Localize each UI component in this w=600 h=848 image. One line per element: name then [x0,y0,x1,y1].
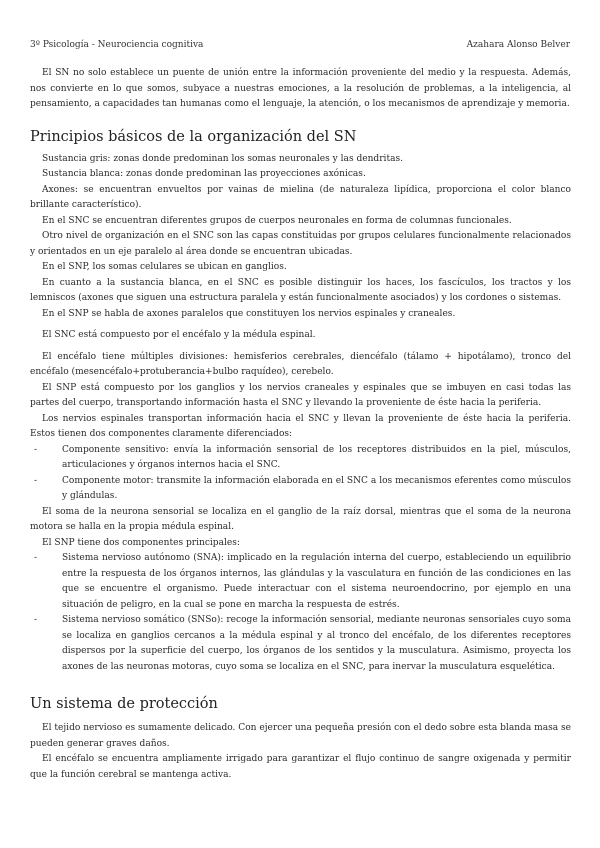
paragraph: Sustancia blanca: zonas donde predominan las proyecciones axónicas. [42,169,366,179]
list-item-text: Sistema nervioso somático (SNSo): recoge la información sensorial, mediante neuronas sensoriales cuyo soma se localiza en ganglios cercanos a la médula espinal y al tronco del encéfalo, de los diferentes receptores dispersos por la superficie del cuerpo, los órganos de los sentidos y la musculatura. Asimismo, proyecta los axones de las neuronas motoras, cuyo soma se localiza en el SNC, para inervar la musculatura esquelética. [62,615,571,672]
paragraph: Otro nivel de organización en el SNC son las capas constituidas por grupos celulares funcionalmente relacionados y orientados en un eje paralelo al área donde se encuentran ubicadas. [30,231,571,257]
dash-bullet: - [34,553,38,563]
page-header [30,40,570,50]
paragraph: Sustancia gris: zonas donde predominan los somas neuronales y las dendritas. [42,153,403,164]
intro-paragraph: El SN no solo establece un puente de unión entre la información proveniente del medio y la respuesta. Además, nos convierte en lo que somos, subyace a nuestras emociones, a la resolución de problemas, a la inteligencia, al pensamiento, a capacidades tan humanas como el lenguaje, la atención, o los mecanismos de aprendizaje y memoria. [30,68,571,109]
list-item [30,613,571,675]
section-title-principios: Principios básicos de la organización del SN [30,128,357,145]
paragraph: Axones: se encuentran envueltos por vainas de mielina (de naturaleza lipídica, proporciona el color blanco brillante característico). [30,184,571,210]
paragraph: El soma de la neurona sensorial se localiza en el ganglio de la raíz dorsal, mientras que el soma de la neurona motora se halla en la propia médula espinal. [30,506,571,532]
list-item-text: Componente sensitivo: envía la información sensorial de los receptores distribuidos en la piel, músculos, articulaciones y órganos internos hacia el SNC. [62,444,571,470]
paragraph: En el SNP se habla de axones paralelos que constituyen los nervios espinales y craneales. [42,308,456,319]
list-item-text: Sistema nervioso autónomo (SNA): implicado en la regulación interna del cuerpo, estableciendo un equilibrio entre la respuesta de los órganos internos, las glándulas y la vasculatura en función de las condiciones en las que se encuentre el organismo. Puede interactuar con el sistema neuroendocrino, por ejemplo en una situación de peligro, en la cual se pone en marcha la respuesta de estrés. [62,553,571,610]
paragraph: En el SNC se encuentran diferentes grupos de cuerpos neuronales en forma de columnas funcionales. [42,215,512,226]
paragraph: El SNP está compuesto por los ganglios y los nervios craneales y espinales que se imbuyen en casi todas las partes del cuerpo, transportando información hasta el SNC y llevando la proveniente de éste hacia la periferia. [30,382,571,408]
paragraph: El SNC está compuesto por el encéfalo y la médula espinal. [42,330,316,340]
paragraph: Los nervios espinales transportan información hacia el SNC y llevan la proveniente de éste hacia la periferia. Estos tienen dos componentes claramente diferenciados: [30,413,571,439]
section-title-proteccion: Un sistema de protección [30,696,218,712]
dash-bullet: - [34,615,38,625]
paragraph: En cuanto a la sustancia blanca, en el SNC es posible distinguir los haces, los fascículos, los tractos y los lemniscos (axones que siguen una estructura paralela y están funcionalmente asociados) y los cordones o sistemas. [30,277,571,303]
list-item-text: Componente motor: transmite la información elaborada en el SNC a los mecanismos eferentes como músculos y glándulas. [62,475,571,501]
document-body [30,66,571,783]
paragraph: El encéfalo se encuentra ampliamente irrigado para garantizar el flujo continuo de sangre oxigenada y permitir que la función cerebral se mantenga activa. [30,754,571,780]
list-item [30,551,571,613]
paragraph: En el SNP, los somas celulares se ubican en ganglios. [42,262,287,272]
list-item [30,443,571,474]
paragraph: El SNP tiene dos componentes principales: [42,537,240,548]
dash-bullet: - [34,444,38,455]
dash-bullet: - [34,475,38,486]
header-course: 3º Psicología - Neurociencia cognitiva [30,40,204,50]
snp-components-list [30,551,571,675]
paragraph: El tejido nervioso es sumamente delicado. Con ejercer una pequeña presión con el dedo sobre esta blanda masa se pueden generar graves daños. [30,723,571,749]
spinal-components-list [30,443,571,505]
paragraph: El encéfalo tiene múltiples divisiones: hemisferios cerebrales, diencéfalo (tálamo + hipotálamo), tronco del encéfalo (mesencéfalo+protuberancia+bulbo raquídeo), cerebelo. [30,351,571,377]
list-item [30,474,571,505]
header-author: Azahara Alonso Belver [466,40,570,50]
